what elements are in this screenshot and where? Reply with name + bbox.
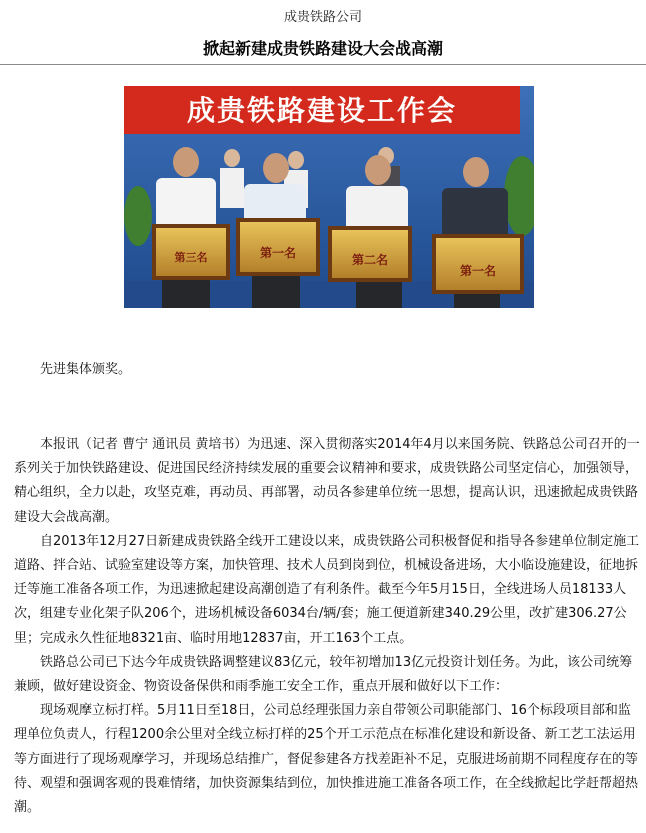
photo-caption: 先进集体颁奖。 (40, 362, 132, 377)
plaque-4-label: 第一名 (459, 264, 497, 278)
article-body (14, 433, 640, 820)
plaque-3-label: 第二名 (351, 253, 389, 267)
article-title: 掀起新建成贵铁路建设大会战高潮 (202, 39, 443, 58)
plaque-1-label: 第三名 (174, 251, 208, 264)
article-paragraph: 现场观摩立标打样。5月11日至18日，公司总经理张国力亲自带领公司职能部门、16个标段项目部和监理单位负责人，行程1200余公里对全线立标打样的25个开工示范点在标准化建设和新设备、新工艺工法运用等方面进行了现场观摩学习，并现场总结推广，督促参建各方找差距补不足，克服进场前期不同程度存在的等待、观望和强调客观的畏难情绪，加快资源集结到位，加快推进施工准备各项工作，在全线掀起比学赶帮超热潮。 (14, 703, 639, 816)
article-paragraph: 本报讯（记者 曹宁 通讯员 黄培书）为迅速、深入贯彻落实2014年4月以来国务院、铁路总公司召开的一系列关于加快铁路建设、促进国民经济持续发展的重要会议精神和要求，成贵铁路公司坚定信心，加强领导，精心组织，全力以赴，攻坚克难，再动员、再部署，动员各参建单位统一思想，提高认识，迅速掀起成贵铁路建设大会战高潮。 (14, 437, 640, 525)
banner-text: 成贵铁路建设工作会 (186, 94, 458, 127)
award-ceremony-photo (124, 86, 534, 308)
title-divider (0, 64, 646, 65)
article-paragraph: 铁路总公司已下达今年成贵铁路调整建议83亿元，较年初增加13亿元投资计划任务。为此，该公司统筹兼顾，做好建设资金、物资设备保供和雨季施工安全工作，重点开展和做好以下工作： (14, 654, 633, 695)
article-paragraph: 自2013年12月27日新建成贵铁路全线开工建设以来，成贵铁路公司积极督促和指导各参建单位制定施工道路、拌合站、试验室建设等方案，加快管理、技术人员到岗到位，机械设备进场，大小临设施建设，征地拆迁等施工准备各项工作，为迅速掀起建设高潮创造了有利条件。截至今年5月15日，全线进场人员18133人次，组建专业化架子队206个，进场机械设备6034台/辆/套；施工便道新建340.29公里，改扩建306.27公里；完成永久性征地8321亩、临时用地12837亩，开工163个工点。 (14, 533, 640, 646)
publication-source: 成贵铁路公司 (283, 10, 362, 25)
plaque-2-label: 第一名 (259, 246, 297, 260)
